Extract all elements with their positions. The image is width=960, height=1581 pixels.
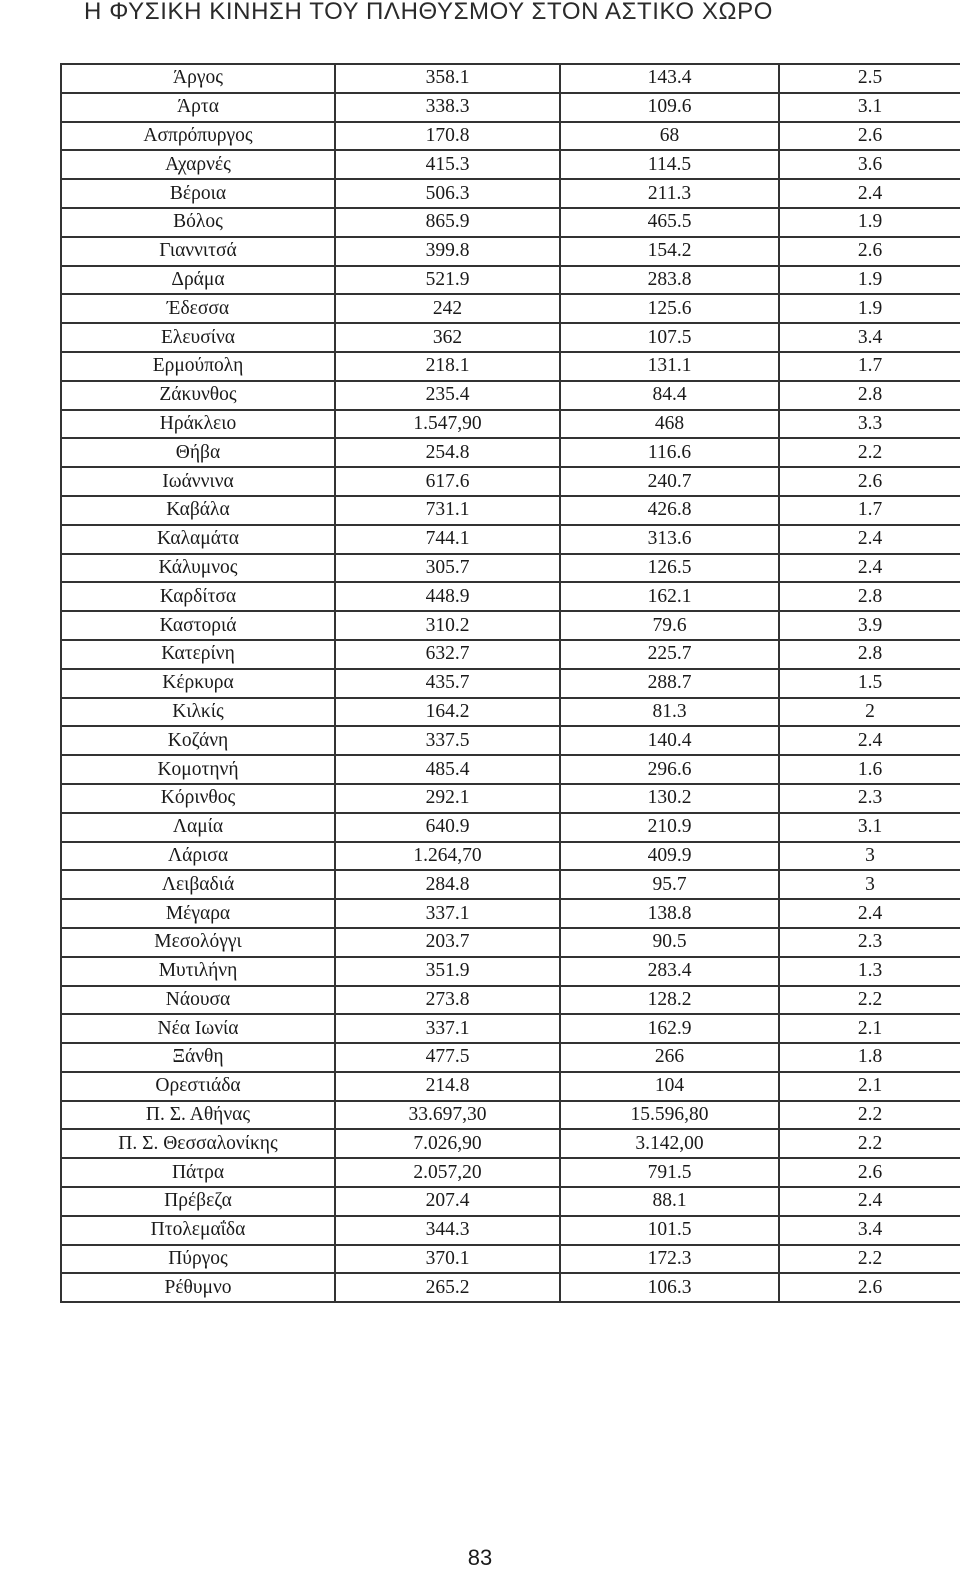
value-cell-3: 1.3 [779,957,960,986]
value-cell-1: 7.026,90 [335,1129,560,1158]
city-name-cell: Βέροια [61,179,335,208]
city-name-cell: Λάρισα [61,842,335,871]
table-body [61,64,960,1302]
value-cell-1: 242 [335,294,560,323]
city-name-cell: Ρέθυμνο [61,1273,335,1302]
value-cell-2: 468 [560,410,779,439]
table-row [61,294,960,323]
table-row [61,726,960,755]
city-name-cell: Μεσολόγγι [61,928,335,957]
table-row [61,467,960,496]
value-cell-1: 485.4 [335,755,560,784]
value-cell-3: 2.2 [779,438,960,467]
value-cell-2: 791.5 [560,1158,779,1187]
value-cell-2: 116.6 [560,438,779,467]
table-row [61,1187,960,1216]
value-cell-2: 225.7 [560,640,779,669]
table-row [61,1129,960,1158]
city-name-cell: Νέα Ιωνία [61,1014,335,1043]
city-name-cell: Ιωάννινα [61,467,335,496]
city-name-cell: Πύργος [61,1245,335,1274]
table-row [61,669,960,698]
table-row [61,1216,960,1245]
value-cell-3: 2.1 [779,1014,960,1043]
value-cell-3: 2.6 [779,122,960,151]
table-row [61,208,960,237]
value-cell-2: 68 [560,122,779,151]
value-cell-2: 130.2 [560,784,779,813]
value-cell-2: 104 [560,1072,779,1101]
value-cell-2: 211.3 [560,179,779,208]
table-row [61,525,960,554]
value-cell-3: 2.4 [779,179,960,208]
value-cell-1: 362 [335,323,560,352]
value-cell-3: 2.6 [779,1273,960,1302]
city-name-cell: Ορεστιάδα [61,1072,335,1101]
value-cell-1: 617.6 [335,467,560,496]
value-cell-1: 164.2 [335,698,560,727]
city-name-cell: Καστοριά [61,611,335,640]
city-name-cell: Ζάκυνθος [61,381,335,410]
value-cell-1: 521.9 [335,266,560,295]
value-cell-1: 292.1 [335,784,560,813]
city-name-cell: Πτολεμαΐδα [61,1216,335,1245]
value-cell-1: 337.5 [335,726,560,755]
value-cell-1: 506.3 [335,179,560,208]
value-cell-3: 2.1 [779,1072,960,1101]
value-cell-2: 283.4 [560,957,779,986]
value-cell-3: 2.4 [779,554,960,583]
table-row [61,179,960,208]
table-row [61,410,960,439]
value-cell-3: 2.2 [779,986,960,1015]
value-cell-1: 358.1 [335,64,560,93]
city-name-cell: Κομοτηνή [61,755,335,784]
value-cell-1: 477.5 [335,1043,560,1072]
table-row [61,698,960,727]
value-cell-1: 448.9 [335,582,560,611]
table-row [61,266,960,295]
value-cell-3: 3.3 [779,410,960,439]
value-cell-3: 3 [779,842,960,871]
value-cell-3: 1.9 [779,266,960,295]
value-cell-3: 3.6 [779,150,960,179]
value-cell-1: 235.4 [335,381,560,410]
city-name-cell: Κέρκυρα [61,669,335,698]
table-row [61,611,960,640]
table-row [61,1101,960,1130]
value-cell-1: 640.9 [335,813,560,842]
table-row [61,842,960,871]
value-cell-3: 2.2 [779,1129,960,1158]
city-name-cell: Μέγαρα [61,899,335,928]
value-cell-3: 2.6 [779,237,960,266]
city-name-cell: Ελευσίνα [61,323,335,352]
city-name-cell: Κόρινθος [61,784,335,813]
value-cell-1: 370.1 [335,1245,560,1274]
value-cell-3: 3 [779,870,960,899]
value-cell-3: 2.2 [779,1101,960,1130]
value-cell-1: 435.7 [335,669,560,698]
table-row [61,381,960,410]
city-name-cell: Π. Σ. Θεσσαλονίκης [61,1129,335,1158]
value-cell-3: 2.2 [779,1245,960,1274]
value-cell-2: 114.5 [560,150,779,179]
table-row [61,352,960,381]
value-cell-1: 337.1 [335,1014,560,1043]
value-cell-1: 214.8 [335,1072,560,1101]
value-cell-2: 15.596,80 [560,1101,779,1130]
city-name-cell: Ερμούπολη [61,352,335,381]
value-cell-1: 273.8 [335,986,560,1015]
value-cell-1: 254.8 [335,438,560,467]
city-name-cell: Ξάνθη [61,1043,335,1072]
value-cell-3: 1.9 [779,294,960,323]
value-cell-1: 632.7 [335,640,560,669]
value-cell-3: 2.4 [779,1187,960,1216]
value-cell-2: 143.4 [560,64,779,93]
value-cell-1: 33.697,30 [335,1101,560,1130]
table-row [61,237,960,266]
city-name-cell: Καβάλα [61,496,335,525]
value-cell-3: 2 [779,698,960,727]
value-cell-2: 107.5 [560,323,779,352]
value-cell-2: 138.8 [560,899,779,928]
value-cell-2: 162.9 [560,1014,779,1043]
value-cell-1: 337.1 [335,899,560,928]
city-name-cell: Κοζάνη [61,726,335,755]
city-name-cell: Αχαρνές [61,150,335,179]
value-cell-3: 2.6 [779,1158,960,1187]
table-row [61,784,960,813]
city-name-cell: Θήβα [61,438,335,467]
value-cell-3: 3.4 [779,1216,960,1245]
table-row [61,957,960,986]
value-cell-1: 1.547,90 [335,410,560,439]
city-name-cell: Κατερίνη [61,640,335,669]
value-cell-3: 1.5 [779,669,960,698]
value-cell-1: 338.3 [335,93,560,122]
value-cell-3: 3.1 [779,93,960,122]
value-cell-3: 2.4 [779,525,960,554]
value-cell-2: 172.3 [560,1245,779,1274]
value-cell-1: 310.2 [335,611,560,640]
value-cell-2: 266 [560,1043,779,1072]
value-cell-1: 865.9 [335,208,560,237]
data-table [60,63,960,1303]
value-cell-2: 465.5 [560,208,779,237]
table-row [61,1014,960,1043]
value-cell-3: 2.8 [779,640,960,669]
value-cell-1: 207.4 [335,1187,560,1216]
value-cell-2: 79.6 [560,611,779,640]
value-cell-2: 88.1 [560,1187,779,1216]
value-cell-2: 283.8 [560,266,779,295]
value-cell-2: 95.7 [560,870,779,899]
table-row [61,64,960,93]
value-cell-2: 288.7 [560,669,779,698]
table-row [61,323,960,352]
value-cell-2: 126.5 [560,554,779,583]
value-cell-3: 2.8 [779,381,960,410]
city-name-cell: Βόλος [61,208,335,237]
city-name-cell: Έδεσσα [61,294,335,323]
value-cell-3: 3.4 [779,323,960,352]
table-row [61,93,960,122]
city-name-cell: Κιλκίς [61,698,335,727]
city-name-cell: Πάτρα [61,1158,335,1187]
value-cell-2: 3.142,00 [560,1129,779,1158]
value-cell-1: 170.8 [335,122,560,151]
table-row [61,582,960,611]
value-cell-2: 101.5 [560,1216,779,1245]
value-cell-3: 2.8 [779,582,960,611]
value-cell-1: 351.9 [335,957,560,986]
value-cell-1: 2.057,20 [335,1158,560,1187]
table-row [61,1043,960,1072]
city-name-cell: Λαμία [61,813,335,842]
value-cell-1: 731.1 [335,496,560,525]
value-cell-3: 2.5 [779,64,960,93]
table-row [61,813,960,842]
value-cell-3: 1.7 [779,352,960,381]
value-cell-2: 154.2 [560,237,779,266]
value-cell-3: 3.1 [779,813,960,842]
value-cell-3: 2.3 [779,784,960,813]
city-name-cell: Δράμα [61,266,335,295]
city-name-cell: Άρτα [61,93,335,122]
table-row [61,1245,960,1274]
value-cell-2: 296.6 [560,755,779,784]
value-cell-3: 1.7 [779,496,960,525]
value-cell-2: 313.6 [560,525,779,554]
value-cell-3: 1.6 [779,755,960,784]
page-number: 83 [467,1545,493,1570]
value-cell-3: 2.4 [779,899,960,928]
city-name-cell: Μυτιλήνη [61,957,335,986]
city-name-cell: Καλαμάτα [61,525,335,554]
table-row [61,122,960,151]
table-row [61,1158,960,1187]
city-name-cell: Π. Σ. Αθήνας [61,1101,335,1130]
value-cell-1: 203.7 [335,928,560,957]
table-row [61,554,960,583]
table-row [61,640,960,669]
city-name-cell: Ηράκλειο [61,410,335,439]
value-cell-1: 305.7 [335,554,560,583]
table-row [61,899,960,928]
value-cell-2: 162.1 [560,582,779,611]
value-cell-2: 90.5 [560,928,779,957]
value-cell-2: 426.8 [560,496,779,525]
value-cell-3: 3.9 [779,611,960,640]
value-cell-3: 2.3 [779,928,960,957]
value-cell-3: 2.4 [779,726,960,755]
value-cell-1: 744.1 [335,525,560,554]
value-cell-1: 399.8 [335,237,560,266]
city-name-cell: Κάλυμνος [61,554,335,583]
value-cell-2: 125.6 [560,294,779,323]
city-name-cell: Καρδίτσα [61,582,335,611]
running-header: Η ΦΥΣΙΚΗ ΚΙΝΗΣΗ ΤΟΥ ΠΛΗΘΥΣΜΟΥ ΣΤΟΝ ΑΣΤΙΚΟ ΧΩΡΟ [84,0,773,25]
city-name-cell: Λειβαδιά [61,870,335,899]
value-cell-2: 128.2 [560,986,779,1015]
value-cell-3: 1.8 [779,1043,960,1072]
value-cell-1: 1.264,70 [335,842,560,871]
value-cell-2: 240.7 [560,467,779,496]
value-cell-1: 265.2 [335,1273,560,1302]
value-cell-2: 81.3 [560,698,779,727]
table-row [61,870,960,899]
city-name-cell: Γιαννιτσά [61,237,335,266]
table-row [61,1072,960,1101]
value-cell-2: 109.6 [560,93,779,122]
value-cell-3: 2.6 [779,467,960,496]
value-cell-2: 210.9 [560,813,779,842]
value-cell-2: 106.3 [560,1273,779,1302]
city-name-cell: Άργος [61,64,335,93]
city-name-cell: Ασπρόπυργος [61,122,335,151]
table-row [61,1273,960,1302]
value-cell-1: 344.3 [335,1216,560,1245]
value-cell-2: 84.4 [560,381,779,410]
city-name-cell: Νάουσα [61,986,335,1015]
value-cell-2: 409.9 [560,842,779,871]
value-cell-2: 140.4 [560,726,779,755]
table-row [61,150,960,179]
value-cell-1: 284.8 [335,870,560,899]
table-row [61,438,960,467]
table-row [61,496,960,525]
value-cell-2: 131.1 [560,352,779,381]
city-name-cell: Πρέβεζα [61,1187,335,1216]
value-cell-1: 415.3 [335,150,560,179]
table-row [61,755,960,784]
value-cell-3: 1.9 [779,208,960,237]
table-row [61,986,960,1015]
value-cell-1: 218.1 [335,352,560,381]
table-row [61,928,960,957]
